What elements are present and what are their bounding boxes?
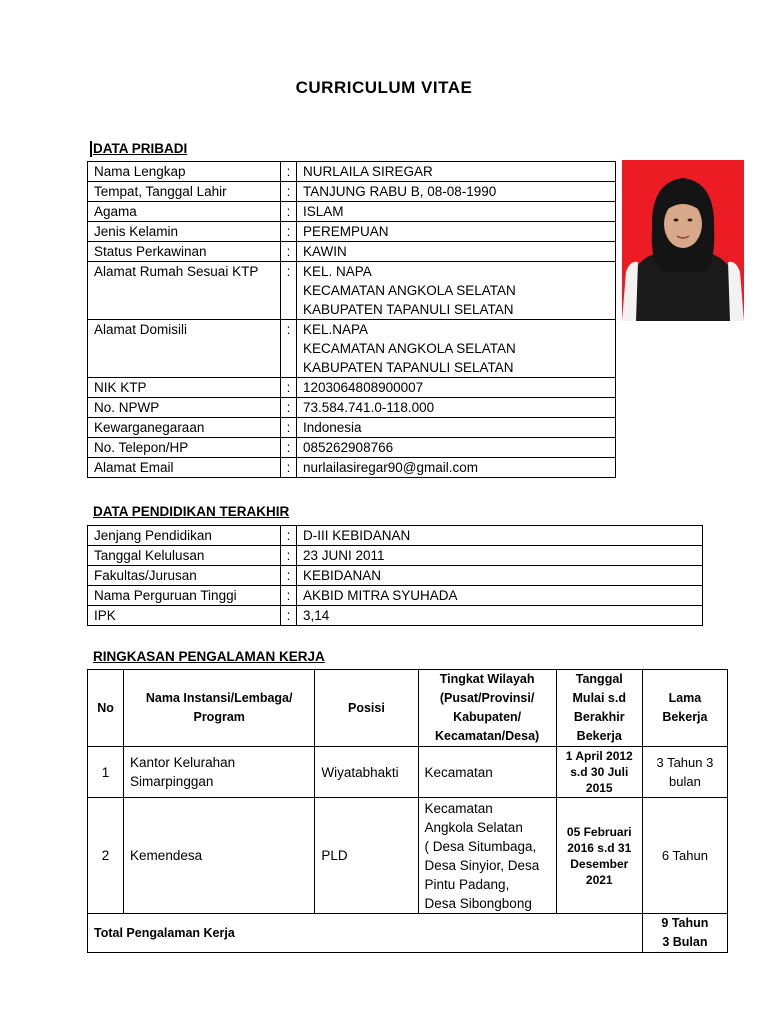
text-line: 6 Tahun bbox=[661, 848, 708, 863]
text-line: Angkola Selatan bbox=[424, 819, 523, 835]
text-line: 2021 bbox=[585, 872, 613, 887]
text-line: Bekerja bbox=[662, 710, 708, 724]
field-value: KEBIDANAN bbox=[297, 566, 703, 586]
text-line: Kecamatan bbox=[424, 764, 493, 780]
text-line: Pintu Padang, bbox=[424, 876, 510, 892]
field-label: No. NPWP bbox=[88, 398, 281, 418]
text-line: 05 Februari bbox=[566, 824, 632, 839]
row-instansi bbox=[124, 747, 315, 798]
row-posisi: Wiyatabhakti bbox=[315, 747, 418, 798]
field-colon: : bbox=[281, 438, 297, 458]
table-row bbox=[88, 242, 616, 262]
text-line: ( Desa Situmbaga, bbox=[424, 838, 537, 854]
field-colon: : bbox=[281, 202, 297, 222]
table-row bbox=[88, 162, 616, 182]
field-value bbox=[297, 418, 616, 438]
field-label: Alamat Email bbox=[88, 458, 281, 478]
total-row bbox=[88, 914, 728, 953]
text-line: Tingkat Wilayah bbox=[439, 672, 535, 686]
field-label: Jenis Kelamin bbox=[88, 222, 281, 242]
text-line: NURLAILA SIREGAR bbox=[303, 164, 433, 179]
text-line: Kabupaten/ bbox=[453, 710, 522, 724]
text-line: 1 April 2012 bbox=[565, 749, 633, 763]
field-label: Alamat Rumah Sesuai KTP bbox=[88, 262, 281, 320]
field-label: Tanggal Kelulusan bbox=[88, 546, 281, 566]
field-label: IPK bbox=[88, 606, 281, 626]
field-colon: : bbox=[281, 418, 297, 438]
field-colon: : bbox=[281, 320, 297, 378]
row-lama bbox=[642, 747, 727, 798]
field-colon: : bbox=[281, 242, 297, 262]
table-row bbox=[88, 262, 616, 320]
field-value bbox=[297, 242, 616, 262]
field-label: Fakultas/Jurusan bbox=[88, 566, 281, 586]
table-row bbox=[88, 458, 616, 478]
field-value bbox=[297, 320, 616, 378]
row-lama bbox=[642, 798, 727, 914]
text-line: ISLAM bbox=[303, 204, 344, 219]
field-label: Agama bbox=[88, 202, 281, 222]
text-line: Desember bbox=[570, 856, 629, 871]
table-row bbox=[88, 526, 703, 546]
text-line: Desa Sibongbong bbox=[424, 895, 532, 911]
text-line: 2016 s.d 31 bbox=[567, 840, 632, 855]
text-line: Tanggal bbox=[575, 672, 623, 686]
table-row bbox=[88, 438, 616, 458]
field-value bbox=[297, 222, 616, 242]
total-value bbox=[642, 914, 727, 953]
row-instansi bbox=[124, 798, 315, 914]
field-label: Nama Perguruan Tinggi bbox=[88, 586, 281, 606]
text-line: Bekerja bbox=[576, 729, 622, 743]
section-heading-data-pendidikan: DATA PENDIDIKAN TERAKHIR bbox=[93, 504, 290, 519]
row-wilayah bbox=[418, 747, 556, 798]
field-value bbox=[297, 438, 616, 458]
profile-photo bbox=[622, 160, 744, 321]
text-line: bulan bbox=[669, 774, 701, 789]
field-value bbox=[297, 182, 616, 202]
text-line: 1203064808900007 bbox=[303, 380, 424, 395]
table-row bbox=[88, 418, 616, 438]
field-label: Jenjang Pendidikan bbox=[88, 526, 281, 546]
field-value bbox=[297, 458, 616, 478]
col-header-tanggal bbox=[556, 670, 642, 747]
table-row bbox=[88, 182, 616, 202]
table-row bbox=[88, 222, 616, 242]
field-colon: : bbox=[281, 378, 297, 398]
text-line: 9 Tahun bbox=[661, 916, 709, 930]
field-label: NIK KTP bbox=[88, 378, 281, 398]
field-colon: : bbox=[281, 162, 297, 182]
field-value: AKBID MITRA SYUHADA bbox=[297, 586, 703, 606]
text-line: KECAMATAN ANGKOLA SELATAN bbox=[303, 341, 516, 356]
section-heading-pengalaman-kerja: RINGKASAN PENGALAMAN KERJA bbox=[93, 649, 325, 664]
text-line: KEL.NAPA bbox=[303, 322, 369, 337]
field-colon: : bbox=[281, 586, 297, 606]
row-no: 1 bbox=[88, 747, 124, 798]
field-colon: : bbox=[281, 262, 297, 320]
field-label: Tempat, Tanggal Lahir bbox=[88, 182, 281, 202]
col-header-instansi bbox=[124, 670, 315, 747]
page-title: CURRICULUM VITAE bbox=[295, 78, 473, 97]
text-line: Simarpinggan bbox=[130, 774, 214, 789]
text-line: (Pusat/Provinsi/ bbox=[439, 691, 535, 705]
table-row bbox=[88, 606, 703, 626]
col-header-posisi: Posisi bbox=[315, 670, 418, 747]
field-colon: : bbox=[281, 222, 297, 242]
text-line: Kecamatan/Desa) bbox=[434, 729, 540, 743]
text-line: KABUPATEN TAPANULI SELATAN bbox=[303, 302, 514, 317]
table-row bbox=[88, 378, 616, 398]
field-label: Status Perkawinan bbox=[88, 242, 281, 262]
field-label: Alamat Domisili bbox=[88, 320, 281, 378]
data-pribadi-table bbox=[87, 161, 616, 478]
field-value bbox=[297, 162, 616, 182]
text-line: Berakhir bbox=[573, 710, 625, 724]
field-colon: : bbox=[281, 398, 297, 418]
field-value: D-III KEBIDANAN bbox=[297, 526, 703, 546]
row-posisi: PLD bbox=[315, 798, 418, 914]
field-colon: : bbox=[281, 606, 297, 626]
text-line: Kemendesa bbox=[130, 848, 203, 863]
field-colon: : bbox=[281, 566, 297, 586]
table-row bbox=[88, 747, 728, 798]
field-label: Nama Lengkap bbox=[88, 162, 281, 182]
field-value bbox=[297, 378, 616, 398]
table-row bbox=[88, 398, 616, 418]
field-colon: : bbox=[281, 182, 297, 202]
text-line: s.d 30 Juli bbox=[570, 765, 629, 779]
row-wilayah bbox=[418, 798, 556, 914]
text-line: nurlailasiregar90@gmail.com bbox=[303, 460, 479, 475]
table-row bbox=[88, 798, 728, 914]
text-line: 2015 bbox=[585, 781, 613, 795]
row-tanggal bbox=[556, 747, 642, 798]
table-row bbox=[88, 566, 703, 586]
text-line: Indonesia bbox=[303, 420, 362, 435]
col-header-wilayah bbox=[418, 670, 556, 747]
data-pendidikan-table bbox=[87, 525, 703, 626]
pengalaman-kerja-table bbox=[87, 669, 728, 953]
text-line: 085262908766 bbox=[303, 440, 394, 455]
table-row bbox=[88, 320, 616, 378]
field-label: No. Telepon/HP bbox=[88, 438, 281, 458]
text-line: KAWIN bbox=[303, 244, 347, 259]
text-line: KECAMATAN ANGKOLA SELATAN bbox=[303, 283, 516, 298]
person-photo-icon bbox=[622, 160, 744, 321]
row-no: 2 bbox=[88, 798, 124, 914]
text-line: 3 Tahun 3 bbox=[656, 755, 714, 770]
text-line: KABUPATEN TAPANULI SELATAN bbox=[303, 360, 514, 375]
text-line: 73.584.741.0-118.000 bbox=[303, 400, 435, 415]
section-heading-data-pribadi: DATA PRIBADI bbox=[93, 141, 188, 156]
table-row bbox=[88, 546, 703, 566]
text-line: KEL. NAPA bbox=[303, 264, 372, 279]
text-line: Program bbox=[193, 710, 245, 724]
col-header-no: No bbox=[88, 670, 124, 747]
text-line: Lama bbox=[668, 691, 702, 705]
text-line: Nama Instansi/Lembaga/ bbox=[145, 691, 293, 705]
col-header-lama bbox=[642, 670, 727, 747]
text-line: Kecamatan bbox=[424, 800, 493, 816]
text-line: Kantor Kelurahan bbox=[130, 755, 236, 770]
table-row bbox=[88, 586, 703, 606]
field-value: 23 JUNI 2011 bbox=[297, 546, 703, 566]
field-value bbox=[297, 202, 616, 222]
total-label: Total Pengalaman Kerja bbox=[88, 914, 643, 953]
text-line: Desa Sinyior, Desa bbox=[424, 857, 540, 873]
text-line: TANJUNG RABU B, 08-08-1990 bbox=[303, 184, 497, 199]
row-tanggal bbox=[556, 798, 642, 914]
field-colon: : bbox=[281, 458, 297, 478]
text-line: Mulai s.d bbox=[572, 691, 626, 705]
field-colon: : bbox=[281, 526, 297, 546]
field-value bbox=[297, 262, 616, 320]
field-value: 3,14 bbox=[297, 606, 703, 626]
text-line: 3 Bulan bbox=[662, 935, 708, 949]
field-value bbox=[297, 398, 616, 418]
field-colon: : bbox=[281, 546, 297, 566]
table-row bbox=[88, 202, 616, 222]
field-label: Kewarganegaraan bbox=[88, 418, 281, 438]
text-line: PEREMPUAN bbox=[303, 224, 389, 239]
